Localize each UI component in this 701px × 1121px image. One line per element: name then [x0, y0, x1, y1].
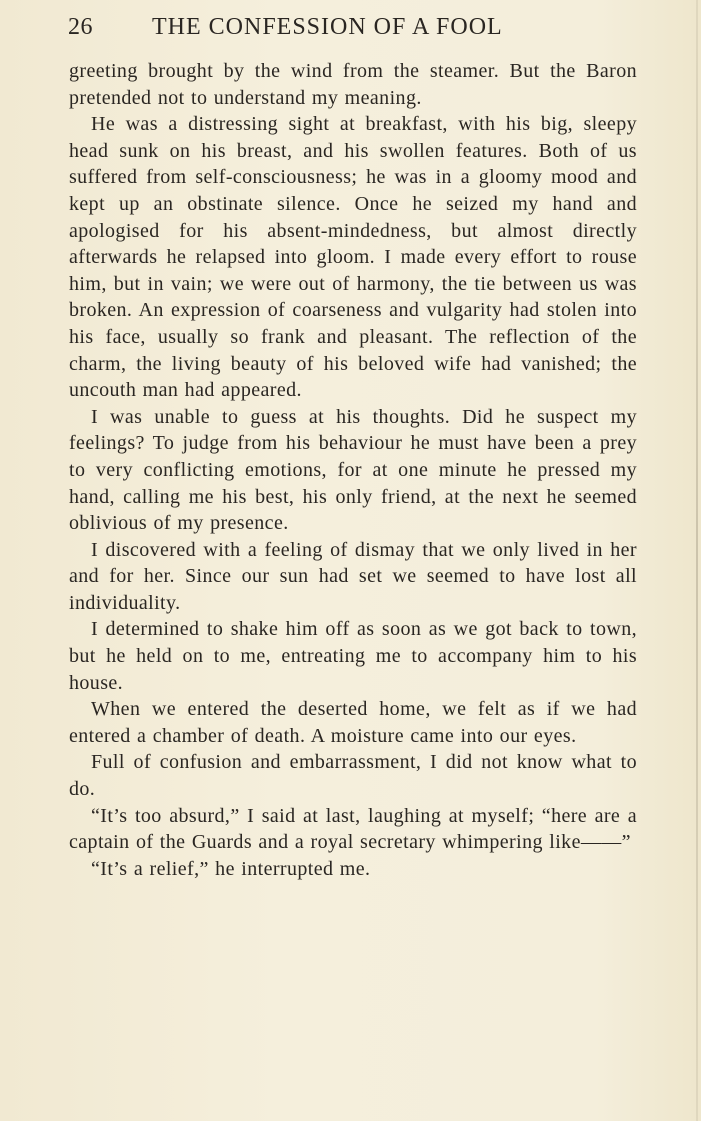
- paragraph-breakfast: He was a distressing sight at breakfast, with his big, sleepy head sunk on his breast, and his swollen features. Both of us suffered from self-consciousness; he was in a gloomy mood and kept up an obstinate silence. Once he seized my hand and apologised for his absent-mindedness, but almost directly afterwards he relapsed into gloom. I made every effort to rouse him, but in vain; we were out of harmony, the tie between us was broken. An expression of coarseness and vulgarity had stolen into his face, usually so frank and pleasant. The reflection of the charm, the living beauty of his beloved wife had vanished; the uncouth man had appeared.: [69, 113, 637, 402]
- paragraph-confusion: Full of confusion and embarrassment, I did not know what to do.: [69, 751, 637, 801]
- running-title: THE CONFESSION OF A FOOL: [152, 14, 503, 40]
- paragraph-dialogue-absurd: “It’s too absurd,” I said at last, laughing at myself; “here are a captain of the Guards and a royal secretary whimpering like——”: [69, 804, 637, 854]
- page-edge: [696, 0, 698, 1121]
- paragraph-thoughts: I was unable to guess at his thoughts. Did he suspect my feelings? To judge from his behaviour he must have been a prey to very conflicting emotions, for at one minute he pressed my hand, calling me his best, his only friend, at the next he seemed oblivious of my presence.: [69, 405, 637, 535]
- body-text: [69, 58, 637, 882]
- paragraph-continuation: greeting brought by the wind from the steamer. But the Baron pretended not to understand my meaning.: [69, 60, 637, 109]
- page-number: 26: [68, 14, 93, 40]
- paragraph-deserted-home: When we entered the deserted home, we felt as if we had entered a chamber of death. A moisture came into our eyes.: [69, 698, 637, 747]
- paragraph-dismay: I discovered with a feeling of dismay that we only lived in her and for her. Since our sun had set we seemed to have lost all individuality.: [69, 538, 637, 614]
- paragraph-dialogue-relief: “It’s a relief,” he interrupted me.: [91, 857, 371, 880]
- paragraph-shake-off: I determined to shake him off as soon as we got back to town, but he held on to me, entreating me to accompany him to his house.: [69, 618, 637, 694]
- page-header: [68, 14, 638, 44]
